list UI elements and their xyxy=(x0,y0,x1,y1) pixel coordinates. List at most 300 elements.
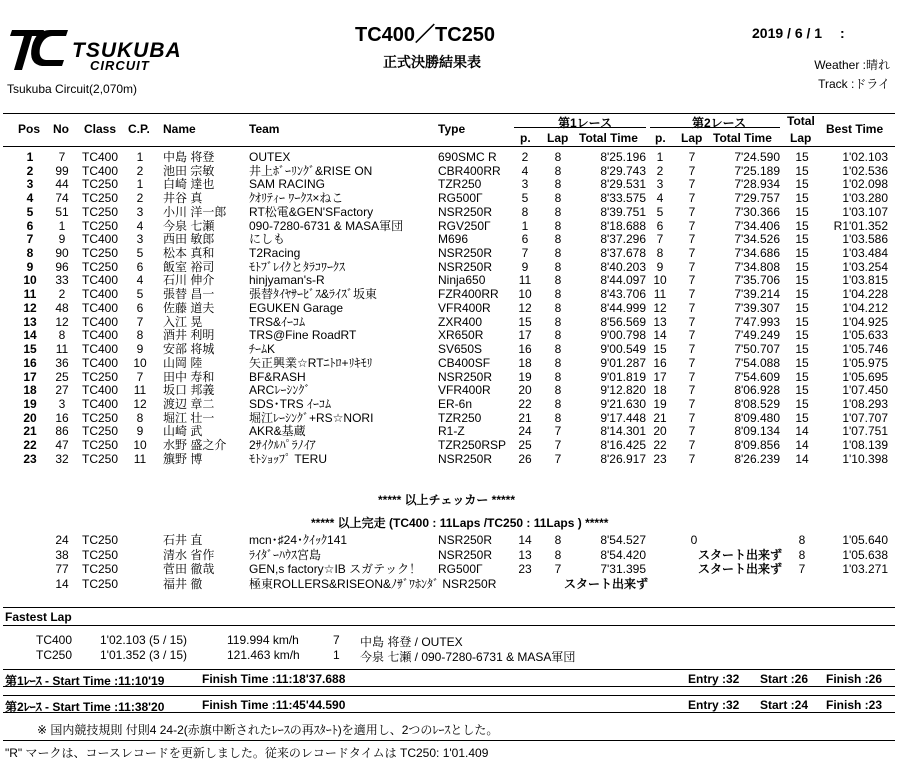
checker-note: ***** 以上チェッカー ***** xyxy=(378,493,516,507)
pos-cell: 5 xyxy=(26,204,34,219)
race1-pos-cell: 13 xyxy=(518,547,532,562)
name-cell: 西田 敏郎 xyxy=(163,232,215,247)
class-cell: TC400 xyxy=(82,355,119,370)
cp-cell: 5 xyxy=(136,287,144,302)
best-time-cell: 1'03.280 xyxy=(842,191,888,206)
race2-time-cell: 7'30.366 xyxy=(734,204,780,219)
no-cell: 96 xyxy=(55,259,69,274)
race2-time-cell: 7'34.686 xyxy=(734,246,780,261)
cp-cell: 6 xyxy=(136,300,144,315)
class-cell: TC250 xyxy=(82,547,119,562)
race1-time-cell: 8'54.527 xyxy=(600,533,646,547)
race2-time-cell: 8'09.134 xyxy=(734,424,780,439)
class-cell: TC250 xyxy=(82,218,119,233)
name-cell: 福井 徹 xyxy=(163,577,203,591)
race2-lap-cell: 7 xyxy=(688,396,696,411)
race2-pos-cell: 10 xyxy=(653,273,667,288)
race2-time-cell: 7'28.934 xyxy=(734,177,780,192)
class-cell: TC250 xyxy=(82,424,119,439)
col-lap1: Lap xyxy=(547,131,569,145)
col-total-time2: Total Time xyxy=(713,131,772,145)
fastest-class: TC400 xyxy=(36,633,73,647)
cp-cell: 9 xyxy=(136,342,144,357)
weather-info: Weather :晴れ xyxy=(814,58,890,72)
col-name: Name xyxy=(163,122,196,136)
race2-pos-cell: 9 xyxy=(656,259,664,274)
total-lap-cell: 15 xyxy=(795,396,809,411)
table-row xyxy=(0,329,900,342)
race1-lap-cell: 8 xyxy=(554,300,562,315)
race1-lap-cell: 8 xyxy=(554,246,562,261)
col-total-time1: Total Time xyxy=(579,131,638,145)
race2-lap-cell: 7 xyxy=(688,150,696,164)
fastest-class: TC250 xyxy=(36,648,73,662)
name-cell: 清水 省作 xyxy=(163,547,215,562)
class-cell: TC250 xyxy=(82,246,119,261)
total-lap-cell: 15 xyxy=(795,328,809,343)
col-race1: 第1レース xyxy=(558,116,613,130)
race2-time-cell: 7'34.808 xyxy=(734,259,780,274)
team-cell: 2ｻｲｸﾙﾊﾟﾗﾉｲｱ xyxy=(249,438,316,453)
race1-pos-cell: 9 xyxy=(521,259,529,274)
type-cell: 690SMC R xyxy=(438,150,497,164)
type-cell: TZR250 xyxy=(438,410,482,425)
best-time-cell: 1'07.751 xyxy=(842,424,888,439)
race1-time-cell: 8'44.999 xyxy=(600,300,646,315)
class-cell: TC250 xyxy=(82,204,119,219)
type-cell: CB400SF xyxy=(438,355,491,370)
race-entry: Entry :32 xyxy=(688,672,740,686)
type-cell: TZR250 xyxy=(438,177,482,192)
footnote-rule xyxy=(3,740,895,741)
no-cell: 12 xyxy=(55,314,69,329)
no-cell: 1 xyxy=(58,218,66,233)
race1-pos-cell: 4 xyxy=(521,163,529,178)
race2-lap-cell: 7 xyxy=(688,191,696,206)
total-lap-cell: 14 xyxy=(795,451,809,466)
col-cp: C.P. xyxy=(128,122,150,136)
race2-pos-cell: 14 xyxy=(653,328,667,343)
type-cell: NSR250R xyxy=(438,451,493,466)
cp-cell: 1 xyxy=(136,150,144,164)
race2-time-cell: 7'24.590 xyxy=(734,150,780,164)
fastest-no: 7 xyxy=(333,633,340,647)
no-cell: 16 xyxy=(55,410,69,425)
race1-pos-cell: 8 xyxy=(521,204,529,219)
cp-cell: 3 xyxy=(136,204,144,219)
race2-pos-cell: 4 xyxy=(656,191,664,206)
pos-cell: 14 xyxy=(23,328,37,343)
race1-lap-cell: 8 xyxy=(554,547,562,562)
race1-time-cell: 8'44.097 xyxy=(600,273,646,288)
best-time-cell: R1'01.352 xyxy=(833,218,888,233)
team-cell: RT松電&GEN'SFactory xyxy=(249,204,374,219)
fastest-time: 1'01.352 (3 / 15) xyxy=(100,648,188,662)
race1-time-cell: 8'29.531 xyxy=(600,177,646,192)
race1-time-cell: 8'26.917 xyxy=(600,451,646,466)
race2-lap-cell: 7 xyxy=(688,273,696,288)
pos-cell: 18 xyxy=(23,383,37,398)
pos-cell: 17 xyxy=(23,369,37,384)
team-cell: EGUKEN Garage xyxy=(249,300,344,315)
race1-lap-cell: 8 xyxy=(554,410,562,425)
no-cell: 3 xyxy=(58,396,66,411)
total-lap-cell: 15 xyxy=(795,177,809,192)
race2-time-cell: 7'49.249 xyxy=(734,328,780,343)
col-type: Type xyxy=(438,122,466,136)
team-cell: TRS&ｲｰｺﾑ xyxy=(249,314,306,329)
cp-cell: 8 xyxy=(136,410,144,425)
team-cell: 090-7280-6731 & MASA軍団 xyxy=(249,218,404,233)
race2-pos-cell: 19 xyxy=(653,396,667,411)
table-row xyxy=(0,425,900,438)
type-cell: RGV250Γ xyxy=(438,218,491,233)
no-cell: 86 xyxy=(55,424,69,439)
race-start-time: 第2ﾚｰｽ - Start Time :11:38'20 xyxy=(5,700,165,714)
pos-cell: 10 xyxy=(23,273,37,288)
race2-pos-cell: 16 xyxy=(653,355,667,370)
race2-pos-cell: 2 xyxy=(656,163,664,178)
race2-time-cell: 7'39.214 xyxy=(734,287,780,302)
class-cell: TC400 xyxy=(82,232,119,247)
cp-cell: 11 xyxy=(133,383,147,398)
race1-time-cell: 8'25.196 xyxy=(600,150,646,164)
name-cell: 中島 将登 xyxy=(163,150,215,164)
race2-lap-cell: 7 xyxy=(688,328,696,343)
race1-pos-cell: 3 xyxy=(521,177,529,192)
best-time-cell: 1'02.098 xyxy=(842,177,888,192)
race2-time-cell: 7'29.757 xyxy=(734,191,780,206)
table-row xyxy=(0,192,900,205)
class-cell: TC400 xyxy=(82,328,119,343)
team-cell: mcn･♯24･ｸｲｯｸ141 xyxy=(249,533,348,547)
type-cell: NSR250R xyxy=(438,246,493,261)
team-cell: BF&RASH xyxy=(249,369,306,384)
no-cell: 36 xyxy=(55,355,69,370)
race2-lap-cell: 7 xyxy=(688,355,696,370)
fastest-no: 1 xyxy=(333,648,340,662)
name-cell: 菅田 徹哉 xyxy=(163,562,215,577)
race1-time-cell: 8'40.203 xyxy=(600,259,646,274)
best-time-cell: 1'05.633 xyxy=(842,328,888,343)
race2-pos-cell: 3 xyxy=(656,177,664,192)
class-cell: TC250 xyxy=(82,191,119,206)
total-lap-cell: 15 xyxy=(795,204,809,219)
race-start-count: Start :26 xyxy=(760,672,809,686)
name-cell: 渡辺 章二 xyxy=(163,396,215,411)
name-cell: 佐藤 道夫 xyxy=(163,300,215,315)
class-cell: TC250 xyxy=(82,562,119,577)
race2-lap-cell: 7 xyxy=(688,342,696,357)
type-cell: NSR250R xyxy=(438,204,493,219)
race2-time-cell: 7'50.707 xyxy=(734,342,780,357)
table-row xyxy=(0,261,900,274)
race-date: 2019 / 6 / 1 : xyxy=(752,25,845,41)
race2-pos-cell: 22 xyxy=(653,438,667,453)
best-time-cell: 1'02.536 xyxy=(842,163,888,178)
class-cell: TC250 xyxy=(82,410,119,425)
fastest-time: 1'02.103 (5 / 15) xyxy=(100,633,188,647)
cp-cell: 4 xyxy=(136,218,144,233)
race1-lap-cell: 8 xyxy=(554,369,562,384)
col-no: No xyxy=(53,122,69,136)
race1-pos-cell: 14 xyxy=(518,533,532,547)
pos-cell: 7 xyxy=(26,232,34,247)
type-cell: TZR250RSP xyxy=(438,438,507,453)
class-cell: TC250 xyxy=(82,577,119,591)
race2-pos-cell: 1 xyxy=(656,150,664,164)
team-cell: OUTEX xyxy=(249,150,291,164)
race2-time-cell: 8'26.239 xyxy=(734,451,780,466)
name-cell: 井谷 真 xyxy=(163,191,203,206)
race2-pos-cell: 7 xyxy=(656,232,664,247)
no-cell: 25 xyxy=(55,369,69,384)
class-cell: TC400 xyxy=(82,273,119,288)
race1-lap-cell: 8 xyxy=(554,342,562,357)
no-cell: 7 xyxy=(58,150,66,164)
team-cell: ﾓﾄｼｮｯﾌﾟ TERU xyxy=(249,451,328,466)
race1-pos-cell: 12 xyxy=(518,300,532,315)
table-row xyxy=(0,302,900,315)
name-cell: 池田 宗敏 xyxy=(163,163,215,178)
race1-pos-cell: 5 xyxy=(521,191,529,206)
race1-lap-cell: 8 xyxy=(554,533,562,547)
race1-pos-cell: 21 xyxy=(518,410,532,425)
cp-cell: 11 xyxy=(133,451,147,466)
team-cell: TRS@Fine RoadRT xyxy=(249,328,357,343)
class-cell: TC250 xyxy=(82,438,119,453)
page-title: TC400／TC250 xyxy=(355,24,496,46)
best-time-cell: 1'07.707 xyxy=(842,410,888,425)
table-row xyxy=(0,549,900,562)
race1-lap-cell: 8 xyxy=(554,191,562,206)
class-cell: TC400 xyxy=(82,342,119,357)
team-cell: 井上ﾎﾞｰﾘﾝｸﾞ&RISE ON xyxy=(249,163,373,178)
team-cell: ﾁｰﾑK xyxy=(249,342,276,357)
class-cell: TC400 xyxy=(82,300,119,315)
race2-lap-cell: 7 xyxy=(688,287,696,302)
best-time-cell: 1'05.638 xyxy=(842,547,888,562)
no-cell: 33 xyxy=(55,273,69,288)
pos-cell: 21 xyxy=(23,424,37,439)
name-cell: 山岡 陸 xyxy=(163,355,203,370)
type-cell: SV650S xyxy=(438,342,483,357)
total-lap-cell: 15 xyxy=(795,410,809,425)
name-cell: 田中 寿和 xyxy=(163,369,215,384)
type-cell: RG500Γ xyxy=(438,562,483,577)
class-cell: TC250 xyxy=(82,451,119,466)
team-cell: ﾓﾄﾌﾞﾚｲｸとﾀﾗｺﾜｰｸｽ xyxy=(249,259,346,274)
best-time-cell: 1'10.398 xyxy=(842,451,888,466)
name-cell: 籏野 博 xyxy=(163,451,203,466)
cp-cell: 10 xyxy=(133,438,147,453)
table-row xyxy=(0,343,900,356)
best-time-cell: 1'05.640 xyxy=(842,533,888,547)
total-lap-cell: 15 xyxy=(795,369,809,384)
race1-pos-cell: 11 xyxy=(518,273,532,288)
pos-cell: 19 xyxy=(23,396,37,411)
team-cell: 極東ROLLERS&RISEON&ﾉｻﾞﾜﾎﾝﾀﾞ NSR250R xyxy=(249,577,497,591)
race2-lap-cell: 7 xyxy=(688,383,696,398)
best-time-cell: 1'04.228 xyxy=(842,287,888,302)
total-lap-cell: 15 xyxy=(795,383,809,398)
cp-cell: 9 xyxy=(136,424,144,439)
race1-pos-cell: 18 xyxy=(518,355,532,370)
race2-pos-cell: 21 xyxy=(653,410,667,425)
type-cell: Ninja650 xyxy=(438,273,486,288)
type-cell: NSR250R xyxy=(438,533,493,547)
class-cell: TC400 xyxy=(82,150,119,164)
name-cell: 石井 直 xyxy=(163,533,203,547)
cp-cell: 6 xyxy=(136,259,144,274)
race-start-time: 第1ﾚｰｽ - Start Time :11:10'19 xyxy=(5,674,165,688)
footnote-record: "R" マークは、コースレコードを更新しました。従来のレコードタイムは TC250: 1'01.409 xyxy=(5,746,489,760)
no-cell: 2 xyxy=(58,287,66,302)
race2-pos-cell: 17 xyxy=(653,369,667,384)
type-cell: ER-6n xyxy=(438,396,473,411)
no-cell: 14 xyxy=(55,577,69,591)
total-lap-cell: 15 xyxy=(795,150,809,164)
pos-cell: 13 xyxy=(23,314,37,329)
race2-pos-cell: 18 xyxy=(653,383,667,398)
table-row xyxy=(0,288,900,301)
col-team: Team xyxy=(249,122,280,136)
race2-lap-cell: 7 xyxy=(688,438,696,453)
race2-pos-cell: 6 xyxy=(656,218,664,233)
race1-time-cell: 8'14.301 xyxy=(600,424,646,439)
best-time-cell: 1'05.746 xyxy=(842,342,888,357)
footnote-rules: ※ 国内競技規則 付則4 24-2(赤旗中断されたﾚｰｽの再ｽﾀｰﾄ)を適用し、2つのﾚｰｽとした。 xyxy=(37,723,499,737)
class-cell: TC250 xyxy=(82,533,119,547)
name-cell: 今泉 七瀬 xyxy=(163,218,215,233)
race1-time-cell: 8'29.743 xyxy=(600,163,646,178)
team-cell: AKR&基蔵 xyxy=(249,424,306,439)
type-cell: RG500Γ xyxy=(438,191,483,206)
best-time-cell: 1'05.975 xyxy=(842,355,888,370)
class-cell: TC250 xyxy=(82,369,119,384)
fastest-speed: 121.463 km/h xyxy=(227,648,300,662)
pos-cell: 1 xyxy=(26,150,34,164)
race2-time-cell: スタート出来ず xyxy=(698,547,783,562)
col-race2: 第2レース xyxy=(692,116,747,130)
table-row xyxy=(0,412,900,425)
race-entry: Entry :32 xyxy=(688,698,740,712)
race2-pos-cell: 0 xyxy=(690,533,698,547)
pos-cell: 9 xyxy=(26,259,34,274)
team-cell: 堀江ﾚｰｼﾝｸﾞ+RS☆NORI xyxy=(249,410,374,425)
race1-lap-cell: 8 xyxy=(554,232,562,247)
type-cell: ZXR400 xyxy=(438,314,483,329)
race1-time-cell: 8'37.296 xyxy=(600,232,646,247)
no-cell: 38 xyxy=(55,547,69,562)
fastest-top-rule xyxy=(3,607,895,608)
race2-lap-cell: 7 xyxy=(688,177,696,192)
race1-lap-cell: 7 xyxy=(554,424,562,439)
race2-lap-cell: 7 xyxy=(688,232,696,247)
pos-cell: 8 xyxy=(26,246,34,261)
class-cell: TC400 xyxy=(82,383,119,398)
table-top-rule xyxy=(3,113,895,114)
race1-lap-cell: 8 xyxy=(554,204,562,219)
race1-pos-cell: 6 xyxy=(521,232,529,247)
race1-time-cell: 9'00.549 xyxy=(600,342,646,357)
race1-lap-cell: 8 xyxy=(554,287,562,302)
no-cell: 48 xyxy=(55,300,69,315)
no-cell: 47 xyxy=(55,438,69,453)
circuit-name: Tsukuba Circuit(2,070m) xyxy=(7,82,138,96)
table-row xyxy=(0,534,900,547)
table-row xyxy=(0,439,900,452)
type-cell: R1-Z xyxy=(438,424,465,439)
team-cell: ARCﾚｰｼﾝｸﾞ xyxy=(249,383,311,398)
race-finish-time: Finish Time :11:45'44.590 xyxy=(202,698,346,712)
race1-pos-cell: 2 xyxy=(521,150,529,164)
race1-lap-cell: 8 xyxy=(554,150,562,164)
race2-lap-cell: 7 xyxy=(688,424,696,439)
type-cell: NSR250R xyxy=(438,369,493,384)
table-row xyxy=(0,233,900,246)
no-cell: 90 xyxy=(55,246,69,261)
race1-lap-cell: 7 xyxy=(554,451,562,466)
race2-time-cell: 8'09.856 xyxy=(734,438,780,453)
total-lap-cell: 15 xyxy=(795,300,809,315)
race2-time-cell: 7'34.406 xyxy=(734,218,780,233)
race2-time-cell: 8'08.529 xyxy=(734,396,780,411)
race1-pos-cell: 22 xyxy=(518,396,532,411)
race2-time-cell: 7'54.088 xyxy=(734,355,780,370)
cp-cell: 7 xyxy=(136,369,144,384)
type-cell: XR650R xyxy=(438,328,484,343)
table-header-rule xyxy=(3,146,895,147)
race2-lap-cell: 7 xyxy=(688,246,696,261)
race1-time-cell: 9'21.630 xyxy=(600,396,646,411)
total-lap-cell: 15 xyxy=(795,191,809,206)
race2-time-cell: 7'34.526 xyxy=(734,232,780,247)
table-row xyxy=(0,563,900,576)
race1-lap-cell: 8 xyxy=(554,177,562,192)
no-cell: 9 xyxy=(58,232,66,247)
total-lap-cell: 15 xyxy=(795,163,809,178)
team-cell: ﾗｲﾀﾞｰﾊｳｽ宮島 xyxy=(249,547,322,562)
race-finish-count: Finish :23 xyxy=(826,698,883,712)
race1-lap-cell: 8 xyxy=(554,355,562,370)
best-time-cell: 1'02.103 xyxy=(842,150,888,164)
col-total: Total xyxy=(787,114,815,128)
table-row xyxy=(0,398,900,411)
best-time-cell: 1'04.925 xyxy=(842,314,888,329)
race2-time-cell: スタート出来ず xyxy=(698,562,783,577)
type-cell: FZR400RR xyxy=(438,287,499,302)
table-row xyxy=(0,151,900,164)
no-cell: 74 xyxy=(55,191,69,206)
race2-pos-cell: 15 xyxy=(653,342,667,357)
cp-cell: 4 xyxy=(136,273,144,288)
race1-pos-cell: 1 xyxy=(521,218,529,233)
tc-logo-icon xyxy=(8,24,72,74)
race2-pos-cell: 11 xyxy=(653,287,667,302)
class-cell: TC250 xyxy=(82,259,119,274)
logo-text-tsukuba: TSUKUBA xyxy=(72,39,182,62)
race2-time-cell: 8'09.480 xyxy=(734,410,780,425)
col-p1: p. xyxy=(520,131,531,145)
team-cell: ｸｵﾘﾃｨｰ ﾜｰｸｽ×ねこ xyxy=(249,191,344,206)
col-pos: Pos xyxy=(18,122,41,136)
cp-cell: 2 xyxy=(136,163,144,178)
table-row xyxy=(0,357,900,370)
total-lap-cell: 15 xyxy=(795,314,809,329)
col-best-time: Best Time xyxy=(826,122,884,136)
race1-lap-cell: 8 xyxy=(554,273,562,288)
